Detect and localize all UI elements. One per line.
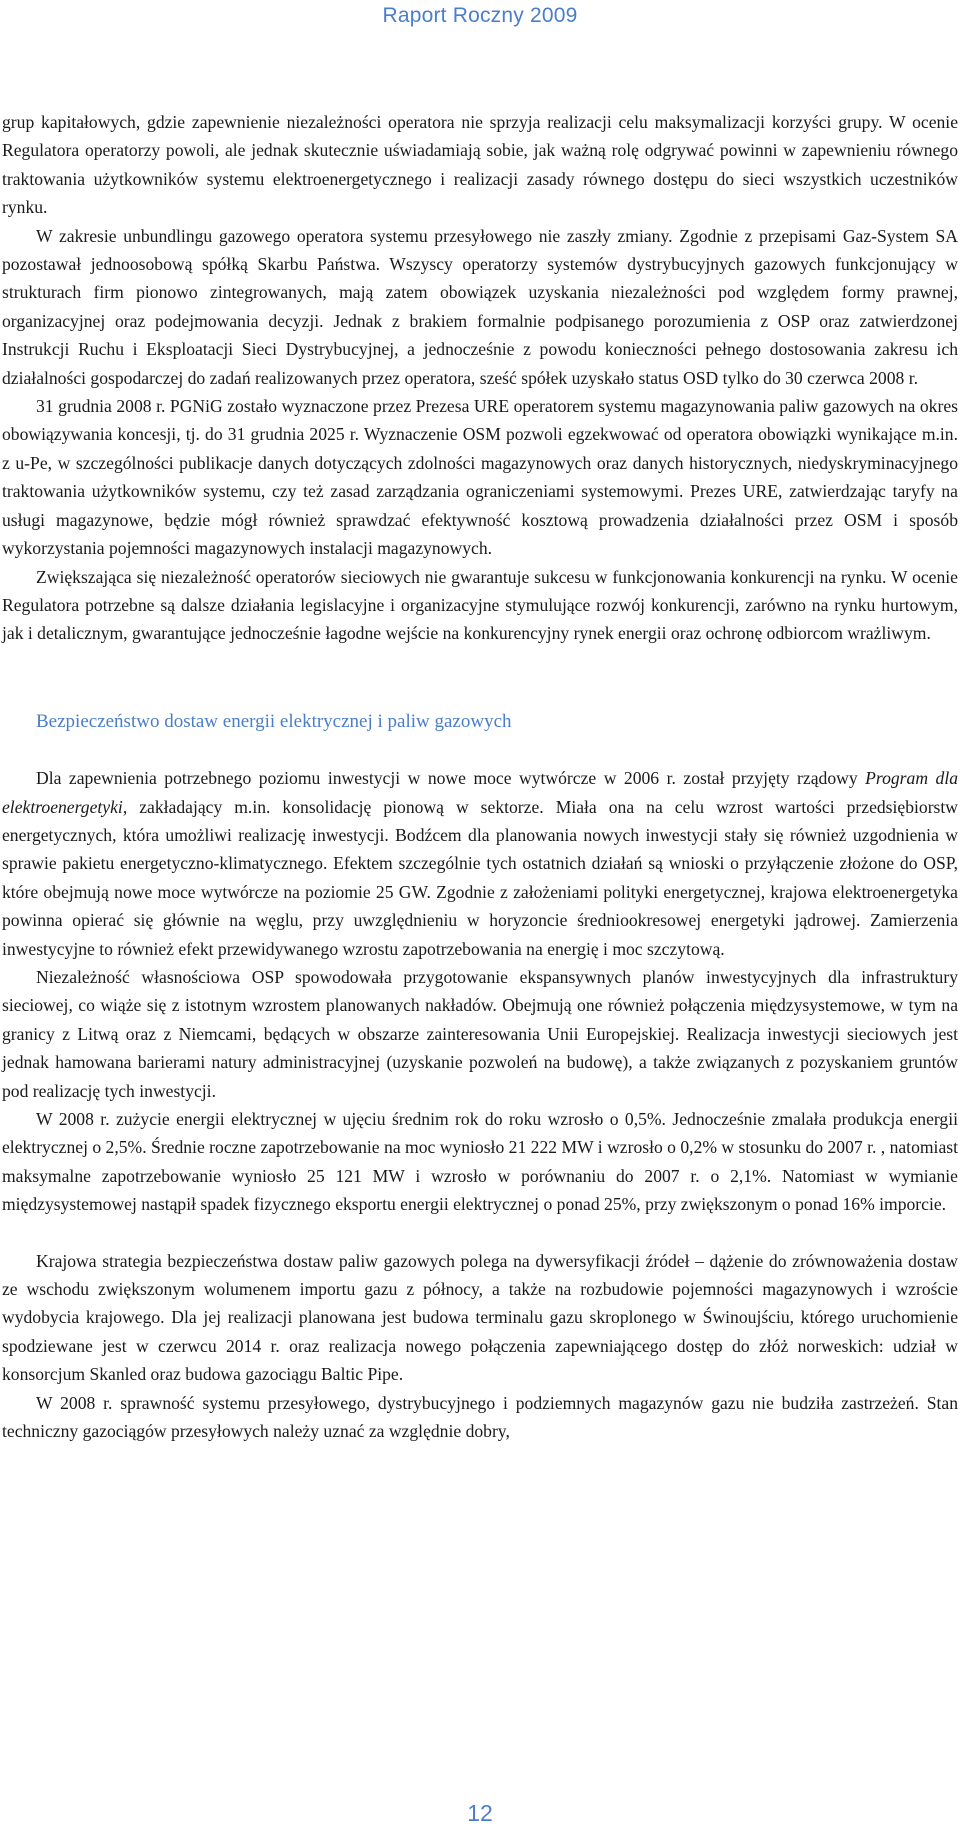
paragraph: grup kapitałowych, gdzie zapewnienie niezależności operatora nie sprzyja realizacji celu maksymalizacji korzyści grupy. W ocenie Regulatora operatorzy powoli, ale jednak skutecznie uświadamiają sobie, jak ważną rolę odgrywać powinni w zapewnieniu równego traktowania użytkowników systemu elektroenergetycznego i realizacji zasady równego dostępu do sieci wszystkich uczestników rynku. xyxy=(2,112,958,218)
paragraph: W 2008 r. sprawność systemu przesyłowego, dystrybucyjnego i podziemnych magazynów gazu nie budziła zastrzeżeń. Stan techniczny gazociągów przesyłowych należy uznać za względnie dobry, xyxy=(2,1392,958,1442)
paragraph-gap xyxy=(2,1219,958,1247)
section-heading: Bezpieczeństwo dostaw energii elektrycznej i paliw gazowych xyxy=(36,710,512,732)
paragraph: Zwiększająca się niezależność operatorów sieciowych nie gwarantuje sukcesu w funkcjonowania konkurencji na rynku. W ocenie Regulatora potrzebne są dalsze działania legislacyjne i organizacyjne stymulujące rozwój konkurencji, zarówno na rynku hurtowym, jak i detalicznym, gwarantujące jednocześnie łagodne wejście na konkurencyjny rynek energii oraz ochronę odbiorcom wrażliwym. xyxy=(2,566,958,644)
document-body xyxy=(2,108,958,1445)
paragraph: W zakresie unbundlingu gazowego operatora systemu przesyłowego nie zaszły zmiany. Zgodnie z przepisami Gaz-System SA pozostawał jednoosobową spółką Skarbu Państwa. Wszyscy operatorzy systemów dystrybucyjnych gazowych funkcjonujący w strukturach firm pionowo zintegrowanych, mają zatem obowiązek uzyskania niezależności pod względem formy prawnej, organizacyjnej oraz podejmowania decyzji. Jednak z brakiem formalnie podpisanego porozumienia z OSP oraz zatwierdzonej Instrukcji Ruchu i Eksploatacji Sieci Dystrybucyjnej, a jednocześnie z powodu konieczności pełnego dostosowania zakresu ich działalności gospodarczej do zadań realizowanych przez operatora, sześć spółek uzyskało status OSD tylko do 30 czerwca 2008 r. xyxy=(2,225,958,388)
paragraph: Krajowa strategia bezpieczeństwa dostaw paliw gazowych polega na dywersyfikacji źródeł – dążenie do zrównoważenia dostaw ze wschodu zwiększonym wolumenem importu gazu z północy, a także na rozbudowie pojemności magazynowych i wzroście wydobycia krajowego. Dla jej realizacji planowana jest budowa terminalu gazu skroplonego w Świnoujściu, którego uruchomienie spodziewane jest w czerwcu 2014 r. oraz realizacja nowego połączenia zapewniającego dostęp do złóż norweskich: udział w konsorcjum Skanled oraz budowa gazociągu Baltic Pipe. xyxy=(2,1250,958,1385)
program-title: Program dla elektroenergetyki xyxy=(2,768,959,817)
page-number: 12 xyxy=(467,1800,493,1826)
paragraph-text: , zakładający m.in. konsolidację pionową w sektorze. Miała ona na celu wzrost wartości przedsiębiorstw energetycznych, która umożliwi realizację inwestycji. Bodźcem dla planowania nowych inwestycji stały się również uzgodnienia w sprawie pakietu energetyczno-klimatycznego. Efektem szczególnie tych ostatnich działań są wnioski o przyłączenie złożone do OSP, które obejmują nowe moce wytwórcze na poziomie 25 GW. Zgodnie z założeniami polityki energetycznej, krajowa elektroenergetyka powinna opierać się głównie na węglu, przy uwzględnieniu w horyzoncie średniookresowej energetyki jądrowej. Zamierzenia inwestycyjne to również efekt przewidywanego wzrostu zapotrzebowania na energię i moc szczytową. xyxy=(2,796,958,959)
paragraph xyxy=(2,764,958,963)
running-header: Raport Roczny 2009 xyxy=(382,4,578,27)
paragraph-text: Dla zapewnienia potrzebnego poziomu inwestycji w nowe moce wytwórcze w 2006 r. został przyjęty rządowy xyxy=(36,768,866,789)
paragraph: 31 grudnia 2008 r. PGNiG zostało wyznaczone przez Prezesa URE operatorem systemu magazynowania paliw gazowych na okres obowiązywania koncesji, tj. do 31 grudnia 2025 r. Wyznaczenie OSM pozwoli egzekwować od operatora obowiązki wynikające m.in. z u-Pe, w szczególności publikacje danych dotyczących zdolności magazynowych oraz danych historycznych, niedyskryminacyjnego traktowania użytkowników systemu, czy też zasad zarządzania ograniczeniami systemowymi. Prezes URE, zatwierdzając taryfy na usługi magazynowe, będzie mógł również sprawdzać efektywność kosztową prowadzenia działalności przez OSM i sposób wykorzystania pojemności magazynowych instalacji magazynowych. xyxy=(2,396,958,559)
paragraph: Niezależność własnościowa OSP spowodowała przygotowanie ekspansywnych planów inwestycyjnych dla infrastruktury sieciowej, co wiąże się z istotnym wzrostem planowanych nakładów. Obejmują one również połączenia międzysystemowe, w tym na granicy z Litwą oraz z Niemcami, będących w obszarze zainteresowania Unii Europejskiej. Realizacja inwestycji sieciowych jest jednak hamowana barierami natury administracyjnej (uzyskanie pozwoleń na budowę), a także związanych z pozyskaniem gruntów pod realizację tych inwestycji. xyxy=(2,966,958,1101)
paragraph: W 2008 r. zużycie energii elektrycznej w ujęciu średnim rok do roku wzrosło o 0,5%. Jednocześnie zmalała produkcja energii elektrycznej o 2,5%. Średnie roczne zapotrzebowanie na moc wyniosło 21 222 MW i wzrosło o 0,2% w stosunku do 2007 r. , natomiast maksymalne zapotrzebowanie wyniosło 25 121 MW i wzrosło w porównaniu do 2007 r. o 2,1%. Natomiast w wymianie międzysystemowej nastąpił spadek fizycznego eksportu energii elektrycznej o ponad 25%, przy zwiększonym o ponad 16% imporcie. xyxy=(2,1109,958,1215)
